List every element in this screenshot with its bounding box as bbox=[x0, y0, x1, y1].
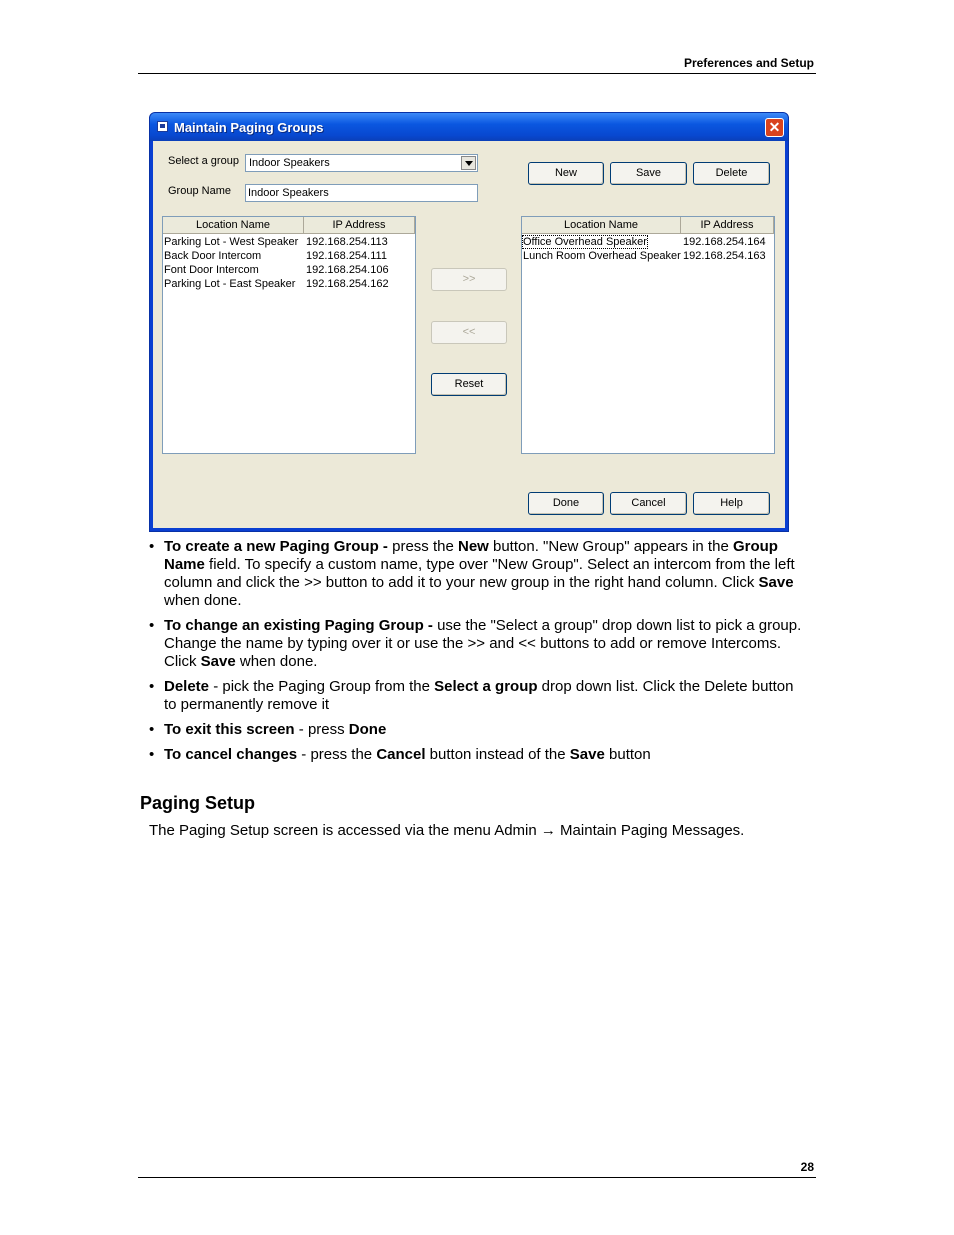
text: use the "Select a group" drop down list to pick a group. Change the name by typing over it or use the >> and << buttons to add or remove Intercoms. Click bbox=[164, 617, 802, 670]
bold-text: To exit this screen bbox=[164, 721, 295, 738]
list-item[interactable] bbox=[522, 250, 774, 264]
location-name: Lunch Room Overhead Speaker bbox=[523, 250, 681, 262]
bold-text: Delete bbox=[164, 678, 210, 695]
list-item bbox=[148, 678, 808, 714]
location-name: Parking Lot - West Speaker bbox=[164, 236, 299, 248]
bullet: • bbox=[149, 746, 155, 763]
list-header bbox=[522, 217, 774, 234]
group-name-field[interactable] bbox=[245, 184, 478, 202]
page-number: 28 bbox=[800, 1160, 814, 1174]
app-icon bbox=[157, 121, 168, 132]
text: drop down list. Click the Delete button to permanently remove it bbox=[164, 678, 794, 713]
text: press the bbox=[387, 538, 458, 555]
list-item[interactable] bbox=[163, 264, 415, 278]
close-button[interactable]: ✕ bbox=[765, 118, 784, 137]
cancel-button[interactable]: Cancel bbox=[610, 492, 687, 515]
ip-address: 192.168.254.163 bbox=[683, 250, 766, 262]
list-item[interactable] bbox=[522, 236, 774, 250]
text: button bbox=[604, 746, 651, 763]
remove-from-group-button[interactable]: << bbox=[431, 321, 507, 344]
text: - press bbox=[294, 721, 349, 738]
select-group-value: Indoor Speakers bbox=[249, 157, 330, 169]
header-rule bbox=[138, 73, 816, 74]
text: when done. bbox=[235, 653, 318, 670]
ip-address: 192.168.254.113 bbox=[306, 236, 388, 248]
text: - press the bbox=[297, 746, 377, 763]
add-to-group-button[interactable]: >> bbox=[431, 268, 507, 291]
text: field. To specify a custom name, type over "New Group". Select an intercom from the left column and click the >> button to add it to your new group in the right hand column. Click bbox=[164, 556, 795, 591]
bold-text: Cancel bbox=[376, 746, 426, 763]
new-button[interactable]: New bbox=[528, 162, 604, 185]
section-heading: Paging Setup bbox=[140, 793, 256, 813]
list-item bbox=[148, 746, 808, 764]
list-header bbox=[163, 217, 415, 234]
reset-button[interactable]: Reset bbox=[431, 373, 507, 396]
select-group-dropdown[interactable] bbox=[245, 154, 478, 172]
location-name: Font Door Intercom bbox=[164, 264, 259, 276]
location-name: Office Overhead Speaker bbox=[523, 236, 647, 248]
ip-address: 192.168.254.164 bbox=[683, 236, 766, 248]
save-button[interactable]: Save bbox=[610, 162, 687, 185]
window-title: Maintain Paging Groups bbox=[174, 120, 324, 135]
list-item bbox=[148, 538, 808, 610]
bold-text: To create a new Paging Group - bbox=[164, 538, 388, 555]
ip-address: 192.168.254.106 bbox=[306, 264, 389, 276]
ip-address: 192.168.254.162 bbox=[306, 278, 389, 290]
location-name: Back Door Intercom bbox=[164, 250, 262, 262]
column-header-location-name[interactable]: Location Name bbox=[163, 217, 304, 234]
ip-address: 192.168.254.111 bbox=[306, 250, 387, 262]
help-button[interactable]: Help bbox=[693, 492, 770, 515]
bold-text: Save bbox=[569, 746, 605, 763]
column-header-location-name[interactable]: Location Name bbox=[522, 217, 681, 234]
list-item bbox=[148, 617, 808, 671]
bold-text: Save bbox=[758, 574, 794, 591]
bold-text: To change an existing Paging Group - bbox=[164, 617, 433, 634]
text: - pick the Paging Group from the bbox=[209, 678, 435, 695]
select-group-label: Select a group bbox=[168, 155, 239, 167]
section-paragraph: The Paging Setup screen is accessed via the menu Admin → Maintain Paging Messages. bbox=[149, 822, 745, 839]
location-name: Parking Lot - East Speaker bbox=[164, 278, 296, 290]
bold-text: New bbox=[457, 538, 489, 555]
bold-text: To cancel changes bbox=[164, 746, 298, 763]
chevron-down-icon[interactable] bbox=[461, 156, 476, 170]
window-titlebar[interactable] bbox=[150, 113, 788, 141]
bullet: • bbox=[149, 678, 155, 695]
bullet: • bbox=[149, 721, 155, 738]
column-header-ip-address[interactable]: IP Address bbox=[681, 217, 774, 234]
delete-button[interactable]: Delete bbox=[693, 162, 770, 185]
bold-text: Save bbox=[200, 653, 236, 670]
available-intercoms-list[interactable] bbox=[162, 216, 416, 454]
bold-text: Group Name bbox=[164, 538, 778, 573]
list-item bbox=[148, 721, 808, 739]
list-item[interactable] bbox=[163, 278, 415, 292]
text: button. "New Group" appears in the bbox=[488, 538, 733, 555]
text: button instead of the bbox=[425, 746, 570, 763]
list-item[interactable] bbox=[163, 236, 415, 250]
group-members-list[interactable] bbox=[521, 216, 775, 454]
bullet: • bbox=[149, 538, 155, 555]
group-name-label: Group Name bbox=[168, 185, 231, 197]
text: when done. bbox=[164, 592, 242, 609]
instruction-list bbox=[148, 538, 808, 771]
bullet: • bbox=[149, 617, 155, 634]
bold-text: Select a group bbox=[434, 678, 538, 695]
list-item[interactable] bbox=[163, 250, 415, 264]
maintain-paging-groups-window bbox=[149, 112, 789, 532]
window-client-area bbox=[153, 141, 785, 528]
page-header-title: Preferences and Setup bbox=[683, 56, 814, 70]
done-button[interactable]: Done bbox=[528, 492, 604, 515]
footer-rule bbox=[138, 1177, 816, 1178]
bold-text: Done bbox=[348, 721, 387, 738]
column-header-ip-address[interactable]: IP Address bbox=[304, 217, 415, 234]
